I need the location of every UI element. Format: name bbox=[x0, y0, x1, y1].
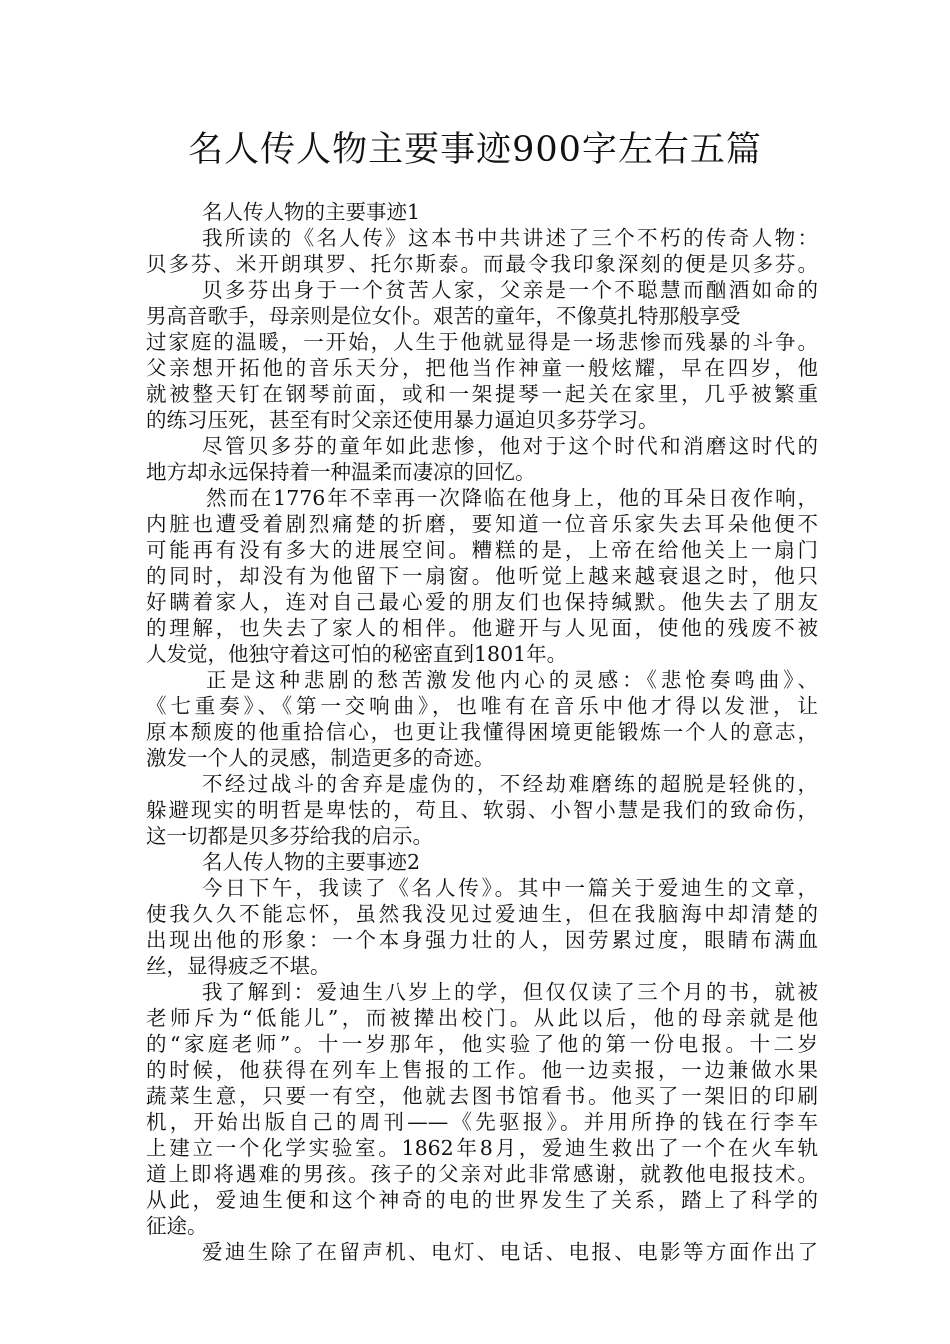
text-line: 出现出他的形象：一个本身强力壮的人，因劳累过度，眼睛布满血 bbox=[146, 928, 818, 952]
text-line: 的时候，他获得在列车上售报的工作。他一边卖报，一边兼做水果 bbox=[146, 1058, 818, 1082]
text-line: 的理解，也失去了家人的相伴。他避开与人见面，使他的残废不被 bbox=[146, 616, 818, 640]
text-line: 激发一个人的灵感，制造更多的奇迹。 bbox=[146, 746, 495, 770]
section-heading: 名人传人物的主要事迹2 bbox=[202, 850, 421, 874]
text-line: 可能再有没有多大的进展空间。糟糕的是，上帝在给他关上一扇门 bbox=[146, 538, 818, 562]
text-line: 好瞒着家人，连对自己最心爱的朋友们也保持缄默。他失去了朋友 bbox=[146, 590, 818, 614]
text-line: 内脏也遭受着剧烈痛楚的折磨，要知道一位音乐家失去耳朵他便不 bbox=[146, 512, 818, 536]
text-line: 道上即将遇难的男孩。孩子的父亲对此非常感谢，就教他电报技术。 bbox=[146, 1162, 818, 1186]
text-line: 男高音歌手，母亲则是位女仆。艰苦的童年，不像莫扎特那般享受 bbox=[146, 304, 741, 328]
text-line: 使我久久不能忘怀，虽然我没见过爱迪生，但在我脑海中却清楚的 bbox=[146, 902, 818, 926]
text-line: 的“家庭老师”。十一岁那年，他实验了他的第一份电报。十二岁 bbox=[146, 1032, 818, 1056]
document-title: 名人传人物主要事迹900字左右五篇 bbox=[188, 130, 762, 170]
text-line: 《七重奏》、《第一交响曲》，也唯有在音乐中他才得以发泄，让 bbox=[146, 694, 818, 718]
text-line: 人发觉，他独守着这可怕的秘密直到1801年。 bbox=[146, 642, 568, 666]
text-line: 丝，显得疲乏不堪。 bbox=[146, 954, 331, 978]
text-line: 地方却永远保持着一种温柔而凄凉的回忆。 bbox=[146, 460, 536, 484]
text-line: 征途。 bbox=[146, 1214, 208, 1238]
text-line: 上建立一个化学实验室。1862年8月，爱迪生救出了一个在火车轨 bbox=[146, 1136, 818, 1160]
text-line: 老师斥为“低能儿”，而被撵出校门。从此以后，他的母亲就是他 bbox=[146, 1006, 818, 1030]
text-line: 从此，爱迪生便和这个神奇的电的世界发生了关系，踏上了科学的 bbox=[146, 1188, 818, 1212]
text-line: 贝多芬、米开朗琪罗、托尔斯泰。而最令我印象深刻的便是贝多芬。 bbox=[146, 252, 818, 276]
text-line: 父亲想开拓他的音乐天分，把他当作神童一般炫耀，早在四岁，他 bbox=[146, 356, 818, 380]
document-body bbox=[146, 199, 818, 1265]
text-line: 爱迪生除了在留声机、电灯、电话、电报、电影等方面作出了 bbox=[202, 1240, 818, 1264]
text-line: 的练习压死，甚至有时父亲还使用暴力逼迫贝多芬学习。 bbox=[146, 408, 659, 432]
text-line: 贝多芬出身于一个贫苦人家，父亲是一个不聪慧而酗酒如命的 bbox=[202, 278, 818, 302]
text-line: 正是这种悲剧的愁苦激发他内心的灵感：《悲怆奏鸣曲》、 bbox=[206, 668, 818, 692]
text-line: 就被整天钉在钢琴前面，或和一架提琴一起关在家里，几乎被繁重 bbox=[146, 382, 818, 406]
text-line: 今日下午，我读了《名人传》。其中一篇关于爱迪生的文章， bbox=[202, 876, 818, 900]
text-line: 不经过战斗的舍弃是虚伪的，不经劫难磨练的超脱是轻佻的， bbox=[202, 772, 818, 796]
text-line: 机，开始出版自己的周刊——《先驱报》。并用所挣的钱在行李车 bbox=[146, 1110, 818, 1134]
text-line: 尽管贝多芬的童年如此悲惨，他对于这个时代和消磨这时代的 bbox=[202, 434, 818, 458]
text-line: 我所读的《名人传》这本书中共讲述了三个不朽的传奇人物： bbox=[202, 226, 818, 250]
text-line: 原本颓废的他重拾信心，也更让我懂得困境更能锻炼一个人的意志， bbox=[146, 720, 818, 744]
text-line: 我了解到：爱迪生八岁上的学，但仅仅读了三个月的书，就被 bbox=[202, 980, 818, 1004]
text-line: 这一切都是贝多芬给我的启示。 bbox=[146, 824, 433, 848]
text-line: 然而在1776年不幸再一次降临在他身上，他的耳朵日夜作响， bbox=[206, 486, 818, 510]
text-line: 的同时，却没有为他留下一扇窗。他听觉上越来越衰退之时，他只 bbox=[146, 564, 818, 588]
text-line: 蔬菜生意，只要一有空，他就去图书馆看书。他买了一架旧的印刷 bbox=[146, 1084, 818, 1108]
text-line: 过家庭的温暖，一开始，人生于他就显得是一场悲惨而残暴的斗争。 bbox=[146, 330, 818, 354]
section-heading: 名人传人物的主要事迹1 bbox=[202, 200, 421, 224]
text-line: 躲避现实的明哲是卑怯的，苟且、软弱、小智小慧是我们的致命伤， bbox=[146, 798, 818, 822]
